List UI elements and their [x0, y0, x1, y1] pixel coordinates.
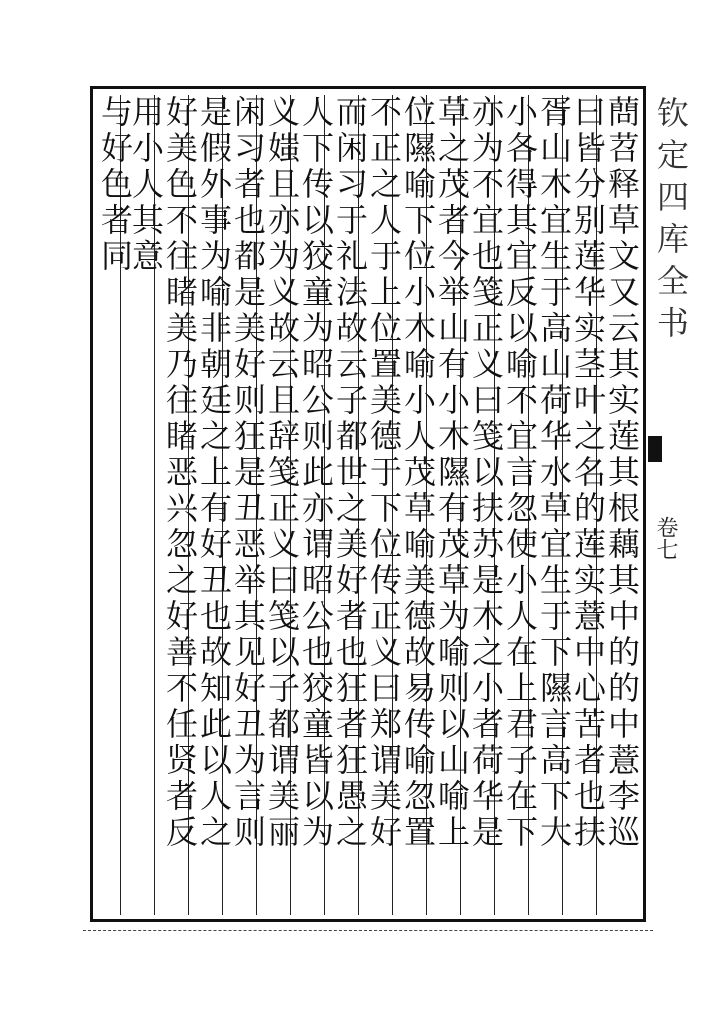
text-column — [90, 95, 140, 915]
column-text: 用小人其意 — [127, 95, 165, 275]
column-text: 与好色者同 — [96, 95, 134, 275]
column-text: 闲习者也都是美好则狂是丑恶举其见好丑为言则 — [229, 95, 267, 851]
column-text: 小各得其宜反以喻不宜言忽使小人在上君子在下 — [501, 95, 539, 851]
text-columns — [93, 89, 643, 919]
column-text: 蔄苕释草文又云其实莲其根藕其中的的中薏李巡 — [603, 95, 641, 851]
column-text: 位隰喻下位小木喻小人茂草喻美德故易传喻忽置 — [399, 95, 437, 851]
book-title: 钦定四库全书 — [652, 96, 690, 348]
column-text: 胥山木宜生于高山荷华水草宜生于下隰言高下大 — [535, 95, 573, 851]
page-margin — [648, 86, 690, 922]
column-text: 草之茂者今举山有小木隰有茂草为喻则以山喻上 — [433, 95, 471, 851]
volume-label: 卷七 — [653, 516, 678, 560]
column-text: 人下传以狡童为昭公则此亦谓昭公也狡童皆以为 — [297, 95, 335, 851]
column-text: 好美色不往睹美乃往睹恶兴忽之好善不任贤者反 — [161, 95, 199, 851]
column-text: 而闲习于礼法故云子都世之美好者也狂者狂愚之 — [331, 95, 369, 851]
column-text: 不正之人于上位置美德于下位传正义曰郑谓美好 — [365, 95, 403, 851]
column-text: 义媸且亦为义故云且辞笺正义曰笺以子都谓美丽 — [263, 95, 301, 851]
column-text: 曰皆分别莲华实茎叶之名的莲实薏中心苦者也扶 — [569, 95, 607, 851]
column-text: 是假外事为喻非朝廷之上有好丑也故知此以人之 — [195, 95, 233, 851]
column-text: 亦为不宜也笺正义曰笺以扶苏是木之小者荷华是 — [467, 95, 505, 851]
text-block — [90, 86, 646, 922]
fish-tail-mark-icon — [648, 436, 662, 462]
